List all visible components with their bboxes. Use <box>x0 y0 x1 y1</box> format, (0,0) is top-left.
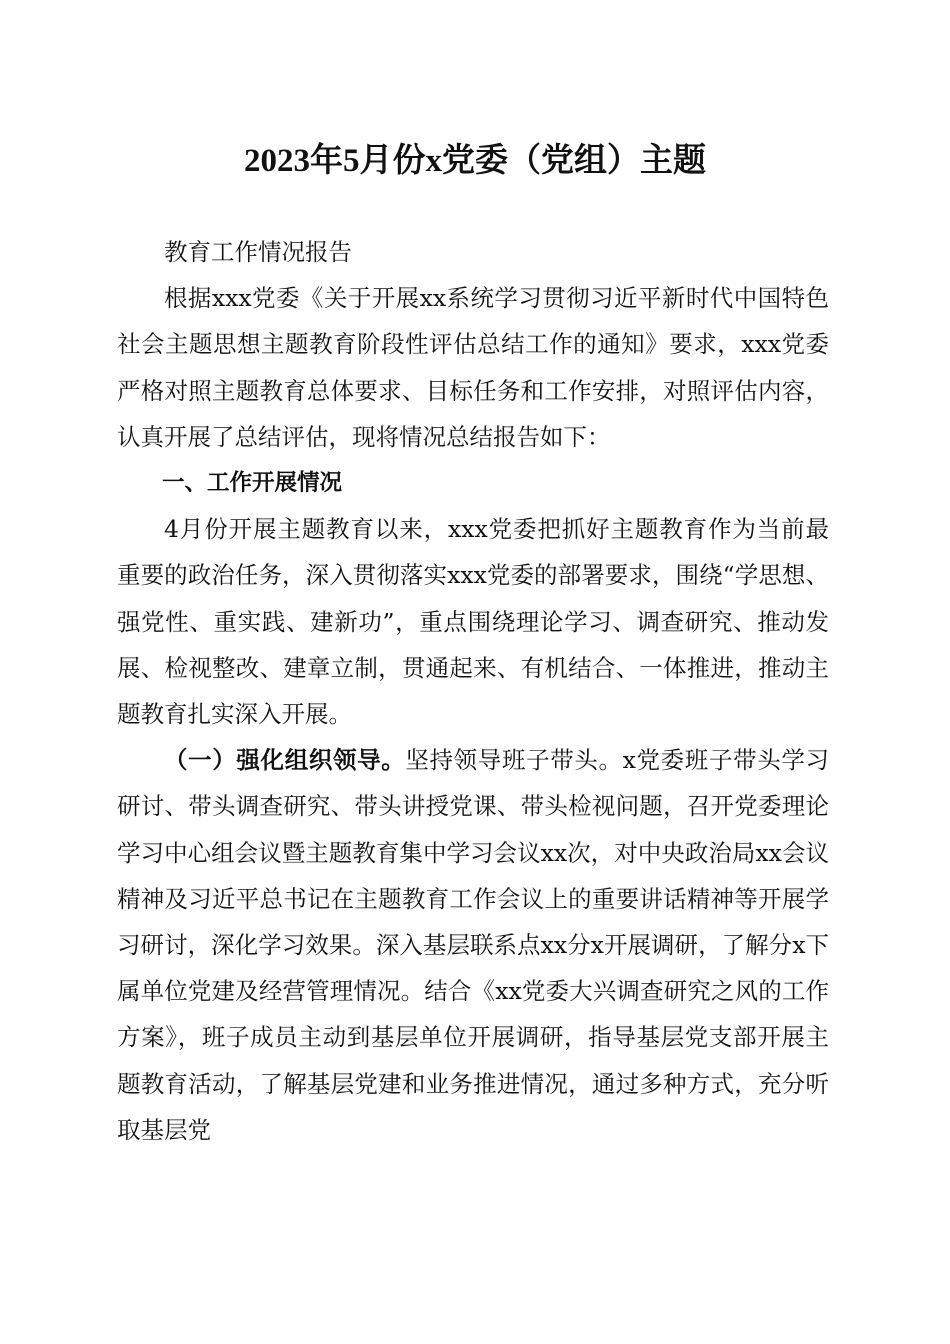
section-paragraph: 4月份开展主题教育以来，xxx党委把抓好主题教育作为当前最重要的政治任务，深入贯彻落实xxx党委的部署要求，围绕“学思想、强党性、重实践、建新功”，重点围绕理论学习、调查研究、推动发展、检视整改、建章立制，贯通起来、有机结合、一体推进，推动主题教育扎实深入开展。 <box>117 515 829 729</box>
section-heading: 一、工作开展情况 <box>162 470 343 497</box>
subsection-text: 坚持领导班子带头。x党委班子带头学习研讨、带头调查研究、带头讲授党课、带头检视问题，召开党委理论学习中心组会议暨主题教育集中学习会议xx次，对中央政治局xx会议精神及习近平总书记在主题教育工作会议上的重要讲话精神等开展学习研讨，深化学习效果。深入基层联系点xx分x开展调研，了解分x下属单位党建及经营管理情况。结合《xx党委大兴调查研究之风的工作方案》，班子成员主动到基层单位开展调研，指导基层党支部开展主题教育活动，了解基层党建和业务推进情况，通过多种方式，充分听取基层党 <box>117 746 829 1144</box>
intro-paragraph: 根据xxx党委《关于开展xx系统学习贯彻习近平新时代中国特色社会主题思想主题教育阶段性评估总结工作的通知》要求，xxx党委严格对照主题教育总体要求、目标任务和工作安排，对照评估内容，认真开展了总结评估，现将情况总结报告如下： <box>117 284 829 451</box>
subsection-lead: （一）强化组织领导。 <box>164 746 406 775</box>
document-subtitle: 教育工作情况报告 <box>164 238 352 266</box>
document-body <box>117 229 829 1153</box>
subsection-paragraph <box>117 737 829 1153</box>
document-title: 2023年5月份x党委（党组）主题 <box>244 143 706 179</box>
